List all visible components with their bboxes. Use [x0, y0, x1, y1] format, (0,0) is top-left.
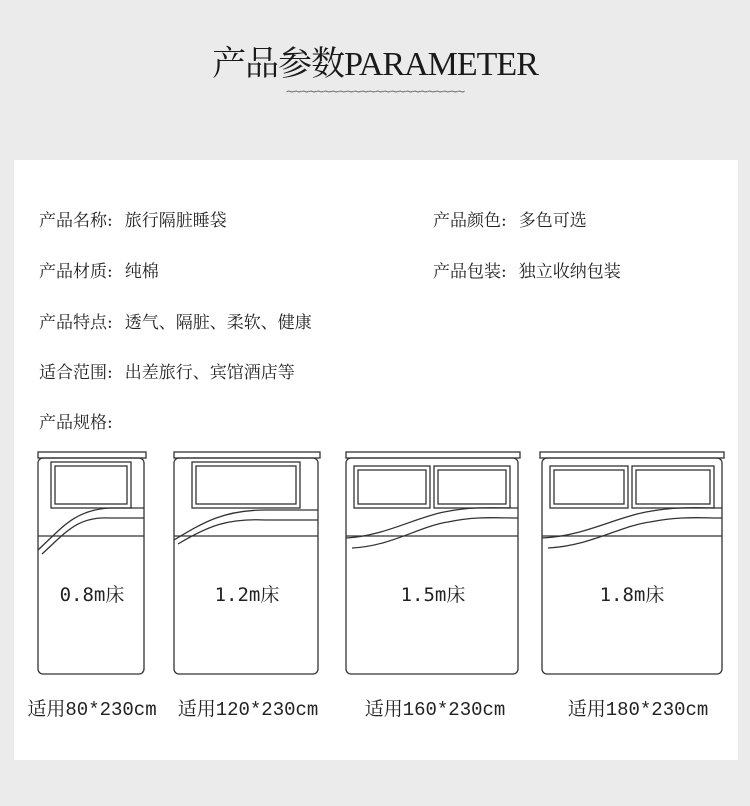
bed-0.8m-drawing: [38, 452, 146, 674]
bed-caption-1.8m: 适用180*230cm: [567, 699, 709, 721]
param-color-key: 产品颜色:: [433, 211, 507, 231]
bed-label-1.2m: 1.2m床: [214, 584, 280, 606]
bed-1.2m-drawing: [174, 452, 320, 674]
param-material-key: 产品材质:: [39, 262, 113, 282]
title-decoration: ~~~~~~~~~~~~~~~~~~~~~~~~: [285, 84, 465, 100]
param-package-key: 产品包装:: [433, 262, 507, 282]
page-title: 产品参数PARAMETER: [212, 46, 538, 83]
bed-caption-1.5m: 适用160*230cm: [364, 699, 506, 721]
param-scope-key: 适合范围:: [39, 363, 113, 383]
parameter-card: [14, 160, 738, 760]
param-name-key: 产品名称:: [39, 211, 113, 231]
bed-label-1.8m: 1.8m床: [599, 584, 665, 606]
param-feature-value: 透气、隔脏、柔软、健康: [124, 313, 312, 333]
param-scope-value: 出差旅行、宾馆酒店等: [124, 363, 295, 383]
bed-1.5m-drawing: [346, 452, 520, 674]
bed-label-0.8m: 0.8m床: [59, 584, 125, 606]
bed-caption-1.2m: 适用120*230cm: [177, 699, 319, 721]
param-package-value: 独立收纳包装: [518, 262, 621, 282]
bed-caption-0.8m: 适用80*230cm: [27, 699, 157, 721]
param-color-value: 多色可选: [518, 211, 587, 231]
param-material-value: 纯棉: [124, 262, 159, 282]
param-spec-key: 产品规格:: [39, 413, 113, 433]
bed-illustrations: [14, 160, 738, 760]
param-name-value: 旅行隔脏睡袋: [124, 211, 227, 231]
bed-1.8m-drawing: [540, 452, 724, 674]
bed-label-1.5m: 1.5m床: [400, 584, 466, 606]
param-feature-key: 产品特点:: [39, 313, 113, 333]
